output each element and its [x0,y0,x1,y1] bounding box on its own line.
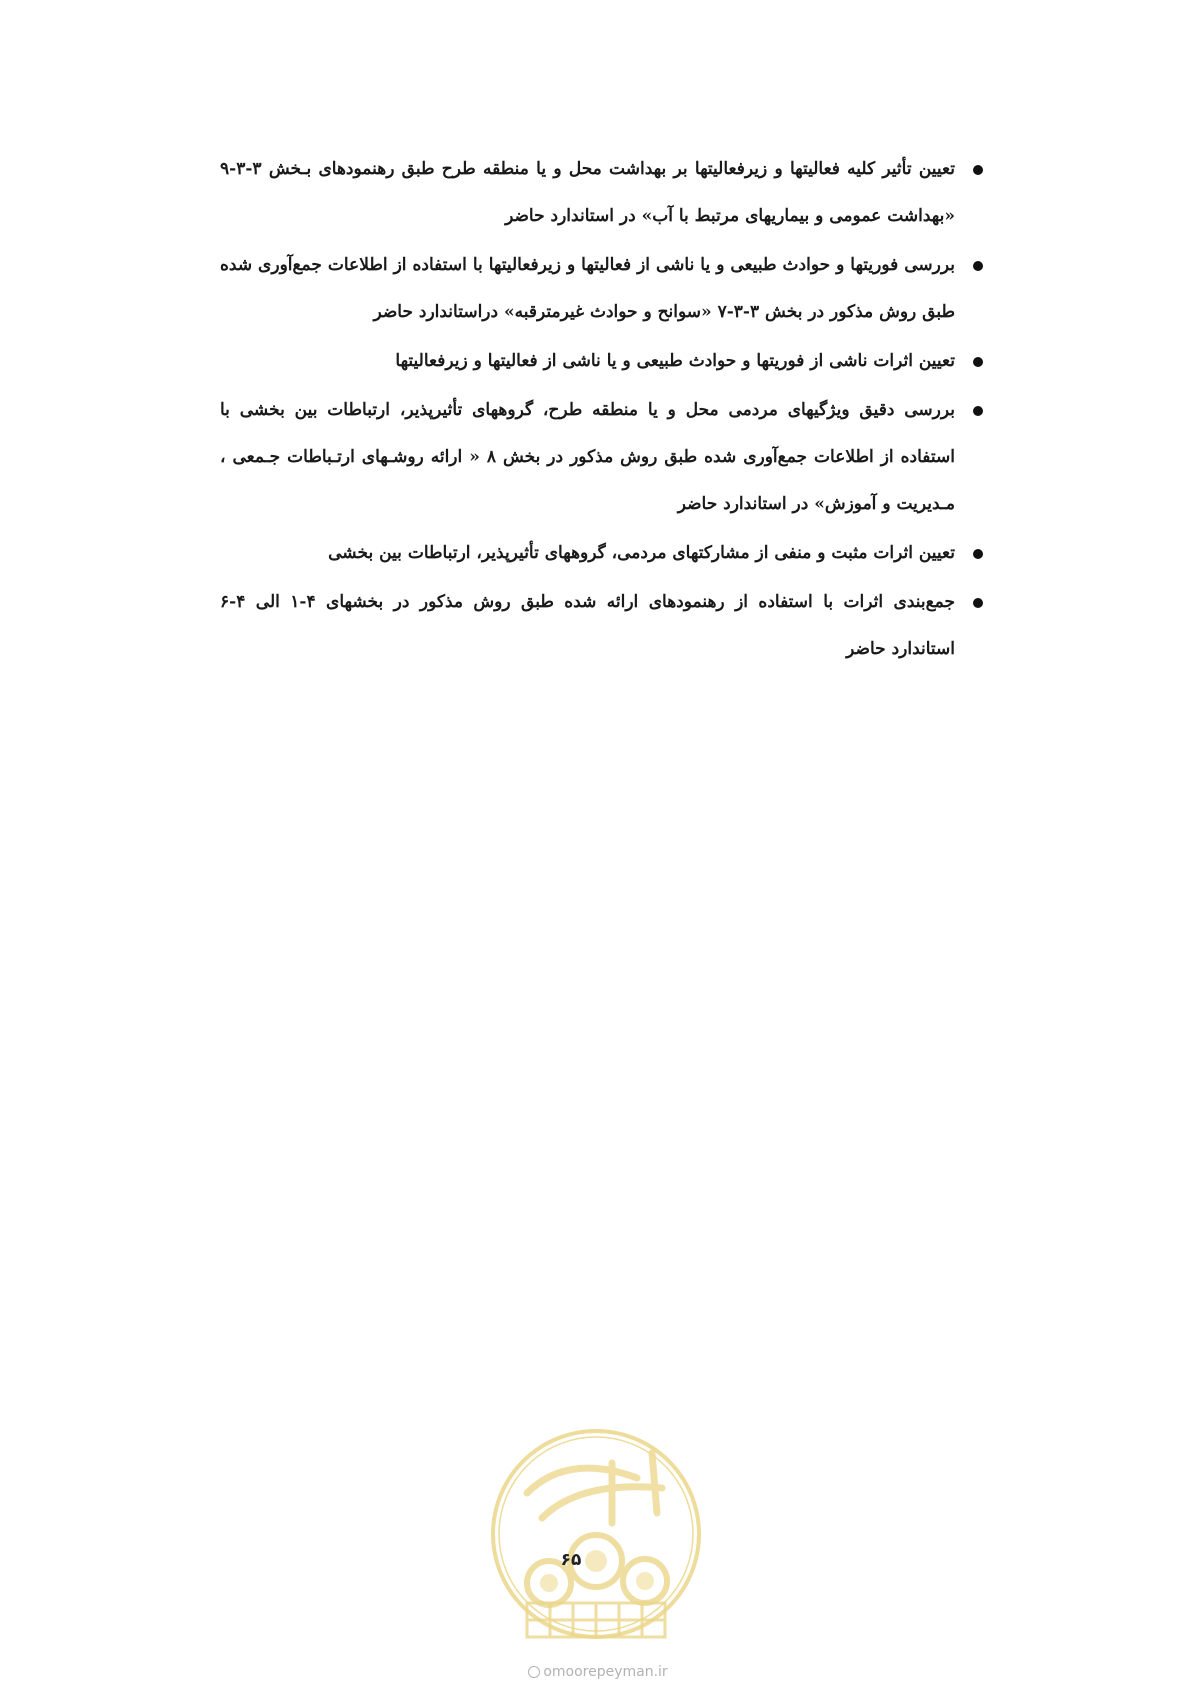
bullet-item [220,579,985,673]
bullet-text: بررسی فوریتها و حوادث طبیعی و یا ناشی از فعالیتها و زیرفعالیتها با استفاده از اطلاعات جمع‌آوری شده طبق روش مذکور در بخش ۳-۳-۷ «سوانح و حوادث غیرمترقبه» دراستاندارد حاضر [220,255,955,322]
bullet-dot-icon [973,165,983,175]
bullet-dot-icon [973,261,983,271]
bullet-text: بررسی دقیق ویژگیهای مردمی محل و یا منطقه طرح، گروههای تأثیرپذیر، ارتباطات بین بخشی با استفاده از اطلاعات جمع‌آوری شده طبق روش مذکور در بخش ۸ « ارائه روشـهای ارتـباطات جـمعی ، مـدیریت و آموزش» در استاندارد حاضر [220,400,955,514]
bullet-text: تعیین تأثیر کلیه فعالیتها و زیرفعالیتها بر بهداشت محل و یا منطقه طرح طبق رهنمودهای بـخش ۳-۳-۹ «بهداشت عمومی و بیماریهای مرتبط با آب» در استاندارد حاضر [220,159,955,226]
bullet-item [220,338,985,385]
watermark-seal-logo [487,1423,705,1645]
bullet-text: تعیین اثرات مثبت و منفی از مشارکتهای مردمی، گروههای تأثیرپذیر، ارتباطات بین بخشی [328,543,955,563]
bullet-list [220,146,985,675]
footer-url [488,1664,708,1680]
bullet-item [220,530,985,577]
footer-url-text: omoorepeyman.ir [543,1664,668,1680]
bullet-dot-icon [973,406,983,416]
bullet-text: جمع‌بندی اثرات با استفاده از رهنمودهای ارائه شده طبق روش مذکور در بخشهای ۴-۱ الی ۴-۶ استاندارد حاضر [220,592,956,659]
bullet-text: تعیین اثرات ناشی از فوریتها و حوادث طبیعی و یا ناشی از فعالیتها و زیرفعالیتها [395,351,955,371]
bullet-dot-icon [973,549,983,559]
bullet-dot-icon [973,357,983,367]
globe-icon [528,1666,540,1678]
page-number: ۶۵ [560,1550,582,1570]
bullet-item [220,387,985,528]
bullet-item [220,242,985,336]
bullet-dot-icon [973,598,983,608]
bullet-item [220,146,985,240]
